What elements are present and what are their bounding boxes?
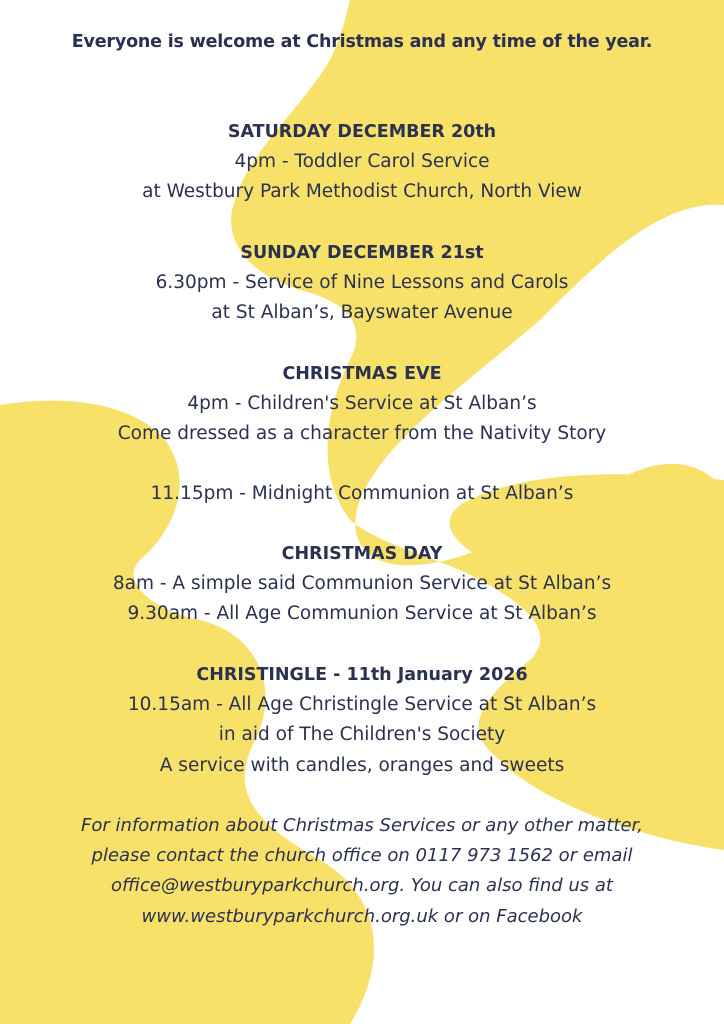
service-location-line: at St Alban’s, Bayswater Avenue: [211, 302, 513, 324]
section-heading: SUNDAY DECEMBER 21st: [240, 243, 484, 263]
section-heading: CHRISTMAS DAY: [281, 544, 443, 564]
info-line: For information about Christmas Services or any other matter,: [80, 815, 644, 836]
info-line: www.westburyparkchurch.org.uk or on Facebook: [141, 905, 583, 927]
service-line: 4pm - Toddler Carol Service: [234, 151, 490, 173]
section-christingle: [0, 660, 724, 781]
service-line: 8am - A simple said Communion Service at St Alban’s: [112, 573, 612, 595]
service-note-line: Come dressed as a character from the Nativity Story: [117, 423, 607, 445]
info-line: office@westburyparkchurch.org. You can also find us at: [111, 875, 613, 897]
service-line: 4pm - Children's Service at St Alban’s: [187, 393, 537, 415]
service-line: 11.15pm - Midnight Communion at St Alban’s: [150, 483, 574, 504]
service-line: 6.30pm - Service of Nine Lessons and Carols: [155, 272, 569, 294]
section-christmas-eve: [0, 359, 724, 450]
service-line: 10.15am - All Age Christingle Service at St Alban’s: [127, 694, 597, 716]
welcome-headline: Everyone is welcome at Christmas and any time of the year.: [71, 32, 653, 52]
contact-information: [0, 811, 724, 932]
service-line: 9.30am - All Age Communion Service at St Alban’s: [127, 603, 597, 625]
section-heading: SATURDAY DECEMBER 20th: [227, 122, 497, 142]
section-saturday: [0, 117, 724, 208]
section-christmas-day: [0, 539, 724, 630]
service-note-line: A service with candles, oranges and sweets: [159, 754, 565, 776]
section-midnight-communion: [0, 479, 724, 509]
service-note-line: in aid of The Children's Society: [218, 724, 506, 746]
section-heading: CHRISTINGLE - 11th January 2026: [196, 665, 528, 685]
section-sunday: [0, 238, 724, 329]
section-heading: CHRISTMAS EVE: [282, 364, 442, 384]
service-location-line: at Westbury Park Methodist Church, North View: [142, 181, 582, 203]
info-line: please contact the church office on 0117 973 1562 or email: [91, 845, 633, 867]
